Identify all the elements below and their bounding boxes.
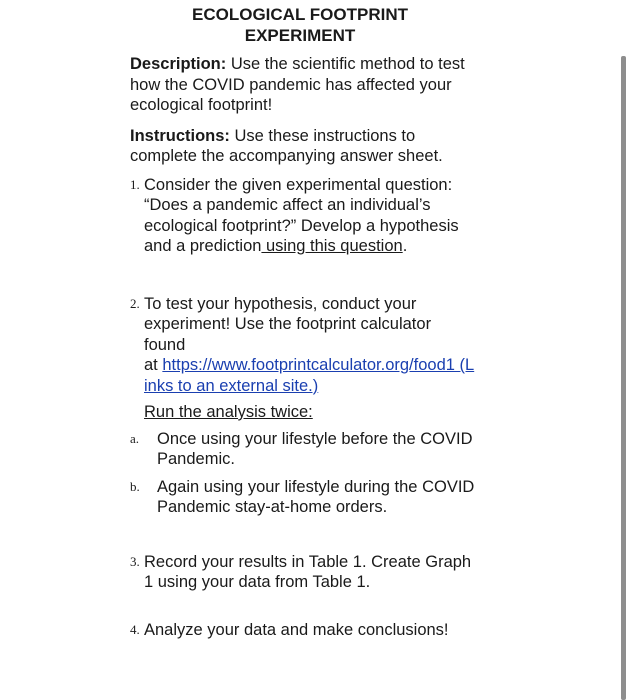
instructions-label: Instructions: [130, 126, 230, 145]
step-2-text: To test your hypothesis, conduct your experiment! Use the footprint calculator found [144, 294, 432, 354]
title-line-1: ECOLOGICAL FOOTPRINT [192, 5, 408, 24]
title-line-2: EXPERIMENT [244, 26, 356, 45]
vertical-scrollbar[interactable] [621, 56, 626, 700]
instructions-text: Use these instructions to complete the accompanying answer sheet. [130, 126, 443, 165]
instructions-paragraph [130, 126, 475, 167]
description-text: Use the scientific method to test how the COVID pandemic has affected your ecological footprint! [130, 55, 465, 114]
step-1-text: Consider the given experimental question: “Does a pandemic affect an individual’s ecological footprint?” Develop a hypothesis and a prediction [144, 175, 459, 255]
run-analysis-label: Run the analysis twice: [144, 403, 313, 421]
document-page [130, 0, 475, 640]
step-2-number: 2. [130, 295, 140, 311]
step-4 [130, 620, 475, 641]
step-1 [130, 175, 475, 257]
step-2a [130, 429, 475, 470]
steps-list [130, 175, 475, 641]
step-3 [130, 552, 475, 593]
description-paragraph [130, 54, 475, 116]
step-2a-number: a. [130, 430, 140, 446]
step-2-at: at [144, 356, 163, 374]
step-2 [130, 294, 475, 518]
step-4-text: Analyze your data and make conclusions! [144, 620, 449, 639]
step-2a-text: Once using your lifestyle before the COVID Pandemic. [157, 429, 473, 468]
step-3-number: 3. [130, 553, 140, 569]
step-2b-number: b. [130, 478, 140, 494]
step-4-number: 4. [130, 621, 140, 637]
step-3-text: Record your results in Table 1. Create Graph 1 using your data from Table 1. [144, 552, 472, 591]
analysis-sublist [130, 429, 475, 518]
step-2b [130, 477, 475, 518]
footprint-calculator-link[interactable]: https://www.footprintcalculator.org/food1 (Links to an external site.) [144, 356, 475, 395]
document-title [130, 4, 470, 46]
step-1-underlined: using this question [261, 237, 403, 255]
step-1-number: 1. [130, 176, 140, 192]
step-2b-text: Again using your lifestyle during the COVID Pandemic stay-at-home orders. [157, 477, 475, 516]
step-1-end: . [402, 237, 408, 255]
description-label: Description: [130, 55, 227, 73]
